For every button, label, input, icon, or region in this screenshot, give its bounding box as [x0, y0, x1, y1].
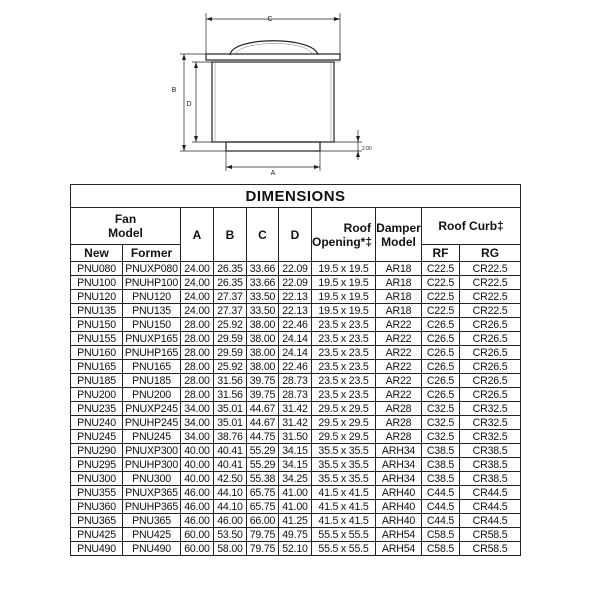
dim-d-arrow-bottom	[194, 136, 198, 142]
cell-roof-opening: 41.5 x 41.5	[312, 500, 376, 514]
table-row	[71, 318, 521, 332]
cell-damper-model: ARH40	[376, 486, 422, 500]
cell-dim-d: 31.42	[279, 402, 312, 416]
cell-roof-opening: 23.5 x 23.5	[312, 374, 376, 388]
cell-damper-model: AR22	[376, 332, 422, 346]
cell-damper-model: AR28	[376, 416, 422, 430]
cell-dim-a: 28.00	[181, 374, 214, 388]
table-row	[71, 528, 521, 542]
cell-dim-c: 44.67	[247, 416, 279, 430]
cell-curb-rg: CR22.5	[460, 276, 521, 290]
table-row	[71, 472, 521, 486]
cell-new-model: PNU150	[71, 318, 123, 332]
cell-new-model: PNU425	[71, 528, 123, 542]
cell-dim-a: 40.00	[181, 472, 214, 486]
cell-dim-c: 65.75	[247, 486, 279, 500]
table-row	[71, 360, 521, 374]
cell-curb-rg: CR38.5	[460, 444, 521, 458]
cell-former-model: PNU300	[123, 472, 181, 486]
cell-roof-opening: 23.5 x 23.5	[312, 360, 376, 374]
cell-roof-opening: 35.5 x 35.5	[312, 472, 376, 486]
table-row	[71, 500, 521, 514]
dim-a-arrow-right	[314, 165, 320, 169]
cell-damper-model: AR22	[376, 360, 422, 374]
cell-new-model: PNU290	[71, 444, 123, 458]
cell-curb-rg: CR22.5	[460, 290, 521, 304]
cell-roof-opening: 35.5 x 35.5	[312, 458, 376, 472]
cell-dim-c: 38.00	[247, 360, 279, 374]
cell-dim-a: 34.00	[181, 402, 214, 416]
cell-dim-c: 38.00	[247, 318, 279, 332]
dim-lip-arrow-bottom	[356, 151, 360, 157]
cell-former-model: PNU185	[123, 374, 181, 388]
cell-damper-model: AR18	[376, 262, 422, 276]
cell-damper-model: AR28	[376, 402, 422, 416]
cell-dim-b: 35.01	[214, 402, 247, 416]
cell-dim-c: 55.29	[247, 444, 279, 458]
cell-dim-b: 40.41	[214, 444, 247, 458]
cell-damper-model: AR22	[376, 388, 422, 402]
table-title: DIMENSIONS	[71, 185, 521, 208]
cell-former-model: PNUXP165	[123, 332, 181, 346]
cell-curb-rf: C22.5	[422, 262, 460, 276]
cell-new-model: PNU295	[71, 458, 123, 472]
cell-dim-b: 26.35	[214, 262, 247, 276]
cell-dim-c: 79.75	[247, 542, 279, 556]
cell-dim-a: 24.00	[181, 276, 214, 290]
cell-dim-d: 34.25	[279, 472, 312, 486]
cell-curb-rf: C26.5	[422, 374, 460, 388]
fan-dome-inner	[236, 44, 312, 55]
header-new: New	[71, 245, 123, 262]
cell-dim-d: 22.09	[279, 276, 312, 290]
cell-dim-d: 31.42	[279, 416, 312, 430]
cell-roof-opening: 19.5 x 19.5	[312, 304, 376, 318]
cell-dim-d: 49.75	[279, 528, 312, 542]
cell-dim-a: 28.00	[181, 332, 214, 346]
cell-former-model: PNUHP365	[123, 500, 181, 514]
cell-dim-b: 27.37	[214, 290, 247, 304]
cell-dim-a: 28.00	[181, 388, 214, 402]
cell-former-model: PNUHP245	[123, 416, 181, 430]
cell-dim-d: 41.25	[279, 514, 312, 528]
cell-curb-rf: C26.5	[422, 346, 460, 360]
cell-curb-rg: CR32.5	[460, 416, 521, 430]
dim-a-arrow-left	[226, 165, 232, 169]
cell-damper-model: ARH34	[376, 444, 422, 458]
table-row	[71, 332, 521, 346]
cell-roof-opening: 23.5 x 23.5	[312, 346, 376, 360]
dim-c-label: C	[267, 16, 273, 23]
cell-former-model: PNU150	[123, 318, 181, 332]
cell-dim-c: 44.67	[247, 402, 279, 416]
header-roof-curb: Roof Curb‡	[422, 208, 521, 245]
cell-dim-b: 53.50	[214, 528, 247, 542]
cell-dim-b: 25.92	[214, 318, 247, 332]
cell-curb-rf: C44.5	[422, 514, 460, 528]
dim-b-arrow-bottom	[182, 145, 186, 151]
cell-curb-rg: CR44.5	[460, 500, 521, 514]
cell-dim-d: 24.14	[279, 332, 312, 346]
cell-curb-rg: CR44.5	[460, 514, 521, 528]
cell-dim-b: 38.76	[214, 430, 247, 444]
cell-curb-rf: C58.5	[422, 528, 460, 542]
cell-dim-d: 22.13	[279, 304, 312, 318]
cell-dim-b: 42.50	[214, 472, 247, 486]
cell-dim-c: 33.66	[247, 276, 279, 290]
cell-damper-model: AR18	[376, 276, 422, 290]
cell-curb-rg: CR26.5	[460, 332, 521, 346]
dim-d-label: D	[186, 101, 192, 108]
cell-dim-a: 34.00	[181, 430, 214, 444]
cell-roof-opening: 41.5 x 41.5	[312, 486, 376, 500]
cell-dim-a: 34.00	[181, 416, 214, 430]
cell-roof-opening: 41.5 x 41.5	[312, 514, 376, 528]
cell-dim-d: 41.00	[279, 486, 312, 500]
table-row	[71, 290, 521, 304]
cell-dim-b: 40.41	[214, 458, 247, 472]
cell-new-model: PNU240	[71, 416, 123, 430]
cell-dim-d: 22.09	[279, 262, 312, 276]
cell-curb-rg: CR32.5	[460, 430, 521, 444]
cell-dim-d: 31.50	[279, 430, 312, 444]
cell-dim-c: 39.75	[247, 388, 279, 402]
cell-curb-rf: C26.5	[422, 360, 460, 374]
cell-roof-opening: 19.5 x 19.5	[312, 262, 376, 276]
cell-dim-a: 28.00	[181, 318, 214, 332]
cell-dim-d: 22.13	[279, 290, 312, 304]
cell-new-model: PNU235	[71, 402, 123, 416]
cell-former-model: PNU425	[123, 528, 181, 542]
header-fan-model: Fan Model	[71, 208, 181, 245]
cell-dim-b: 29.59	[214, 346, 247, 360]
cell-former-model: PNU165	[123, 360, 181, 374]
cell-dim-d: 34.15	[279, 458, 312, 472]
cell-dim-b: 44.10	[214, 486, 247, 500]
cell-new-model: PNU135	[71, 304, 123, 318]
cell-dim-c: 39.75	[247, 374, 279, 388]
table-body	[71, 262, 521, 556]
cell-damper-model: ARH40	[376, 500, 422, 514]
cell-curb-rf: C32.5	[422, 430, 460, 444]
table-row	[71, 402, 521, 416]
cell-dim-a: 46.00	[181, 500, 214, 514]
cell-damper-model: ARH40	[376, 514, 422, 528]
table-row	[71, 430, 521, 444]
cell-new-model: PNU200	[71, 388, 123, 402]
cell-new-model: PNU245	[71, 430, 123, 444]
cell-curb-rg: CR26.5	[460, 388, 521, 402]
cell-curb-rf: C26.5	[422, 332, 460, 346]
cell-dim-a: 28.00	[181, 360, 214, 374]
cell-damper-model: AR22	[376, 346, 422, 360]
cell-former-model: PNUHP100	[123, 276, 181, 290]
cell-curb-rf: C58.5	[422, 542, 460, 556]
header-c: C	[247, 208, 279, 262]
table-row	[71, 304, 521, 318]
cell-new-model: PNU160	[71, 346, 123, 360]
fan-body	[212, 62, 334, 142]
dim-lip-label: 2.00	[362, 146, 372, 152]
cell-curb-rg: CR26.5	[460, 374, 521, 388]
table-row	[71, 346, 521, 360]
cell-former-model: PNUHP300	[123, 458, 181, 472]
cell-dim-b: 25.92	[214, 360, 247, 374]
dim-a-label: A	[270, 170, 276, 177]
cell-curb-rg: CR58.5	[460, 542, 521, 556]
cell-dim-c: 55.29	[247, 458, 279, 472]
header-former: Former	[123, 245, 181, 262]
cell-curb-rf: C32.5	[422, 402, 460, 416]
cell-roof-opening: 29.5 x 29.5	[312, 430, 376, 444]
cell-curb-rf: C22.5	[422, 276, 460, 290]
table-row	[71, 388, 521, 402]
dim-c-arrow-right	[334, 17, 340, 21]
cell-roof-opening: 35.5 x 35.5	[312, 444, 376, 458]
cell-former-model: PNU365	[123, 514, 181, 528]
cell-roof-opening: 19.5 x 19.5	[312, 276, 376, 290]
cell-roof-opening: 19.5 x 19.5	[312, 290, 376, 304]
cell-roof-opening: 29.5 x 29.5	[312, 402, 376, 416]
cell-damper-model: ARH34	[376, 458, 422, 472]
cell-former-model: PNUXP300	[123, 444, 181, 458]
cell-dim-b: 31.56	[214, 388, 247, 402]
cell-curb-rg: CR58.5	[460, 528, 521, 542]
cell-dim-a: 46.00	[181, 514, 214, 528]
dimensions-table	[70, 184, 521, 556]
dim-d-arrow-top	[194, 62, 198, 68]
cell-dim-b: 35.01	[214, 416, 247, 430]
cell-dim-d: 52.10	[279, 542, 312, 556]
cell-dim-d: 24.14	[279, 346, 312, 360]
cell-curb-rf: C38.5	[422, 472, 460, 486]
cell-dim-b: 27.37	[214, 304, 247, 318]
cell-curb-rf: C22.5	[422, 304, 460, 318]
header-rg: RG	[460, 245, 521, 262]
cell-new-model: PNU155	[71, 332, 123, 346]
cell-curb-rf: C38.5	[422, 458, 460, 472]
cell-former-model: PNU245	[123, 430, 181, 444]
header-rf: RF	[422, 245, 460, 262]
table-row	[71, 416, 521, 430]
cell-roof-opening: 23.5 x 23.5	[312, 388, 376, 402]
cell-curb-rg: CR44.5	[460, 486, 521, 500]
header-d: D	[279, 208, 312, 262]
cell-damper-model: AR22	[376, 318, 422, 332]
cell-curb-rg: CR32.5	[460, 402, 521, 416]
dim-b-label: B	[171, 87, 177, 94]
cell-new-model: PNU080	[71, 262, 123, 276]
cell-former-model: PNUHP165	[123, 346, 181, 360]
cell-dim-b: 29.59	[214, 332, 247, 346]
cell-dim-d: 22.46	[279, 318, 312, 332]
fan-base	[226, 142, 320, 151]
cell-dim-c: 55.38	[247, 472, 279, 486]
dim-b-arrow-top	[182, 54, 186, 60]
header-b: B	[214, 208, 247, 262]
cell-dim-a: 60.00	[181, 528, 214, 542]
cell-curb-rf: C22.5	[422, 290, 460, 304]
cell-new-model: PNU100	[71, 276, 123, 290]
cell-curb-rf: C26.5	[422, 388, 460, 402]
cell-dim-c: 33.50	[247, 304, 279, 318]
header-damper-model: Damper Model	[376, 208, 422, 262]
cell-dim-b: 31.56	[214, 374, 247, 388]
table-row	[71, 542, 521, 556]
cell-curb-rf: C44.5	[422, 500, 460, 514]
cell-new-model: PNU185	[71, 374, 123, 388]
cell-curb-rf: C44.5	[422, 486, 460, 500]
cell-dim-c: 44.75	[247, 430, 279, 444]
cell-curb-rg: CR22.5	[460, 304, 521, 318]
header-a: A	[181, 208, 214, 262]
cell-curb-rf: C26.5	[422, 318, 460, 332]
cell-dim-a: 28.00	[181, 346, 214, 360]
cell-former-model: PNUXP365	[123, 486, 181, 500]
fan-dimension-drawing	[0, 0, 590, 180]
dim-lip-arrow-top	[356, 136, 360, 142]
cell-former-model: PNU200	[123, 388, 181, 402]
cell-dim-a: 24.00	[181, 290, 214, 304]
cell-new-model: PNU165	[71, 360, 123, 374]
cell-dim-b: 44.10	[214, 500, 247, 514]
cell-dim-a: 40.00	[181, 458, 214, 472]
table-row	[71, 458, 521, 472]
cell-curb-rf: C32.5	[422, 416, 460, 430]
cell-curb-rf: C38.5	[422, 444, 460, 458]
cell-damper-model: ARH54	[376, 542, 422, 556]
cell-dim-d: 41.00	[279, 500, 312, 514]
cell-roof-opening: 55.5 x 55.5	[312, 528, 376, 542]
table-row	[71, 444, 521, 458]
cell-curb-rg: CR22.5	[460, 262, 521, 276]
cell-new-model: PNU120	[71, 290, 123, 304]
cell-new-model: PNU490	[71, 542, 123, 556]
cell-damper-model: AR18	[376, 290, 422, 304]
cell-dim-d: 28.73	[279, 374, 312, 388]
cell-roof-opening: 23.5 x 23.5	[312, 318, 376, 332]
dim-c-arrow-left	[206, 17, 212, 21]
cell-roof-opening: 55.5 x 55.5	[312, 542, 376, 556]
cell-dim-a: 24.00	[181, 304, 214, 318]
cell-dim-c: 38.00	[247, 346, 279, 360]
cell-dim-a: 24.00	[181, 262, 214, 276]
cell-new-model: PNU360	[71, 500, 123, 514]
cell-former-model: PNU120	[123, 290, 181, 304]
table-row	[71, 262, 521, 276]
cell-damper-model: AR28	[376, 430, 422, 444]
cell-dim-b: 46.00	[214, 514, 247, 528]
cell-dim-a: 46.00	[181, 486, 214, 500]
cell-damper-model: ARH54	[376, 528, 422, 542]
table-row	[71, 276, 521, 290]
cell-dim-c: 38.00	[247, 332, 279, 346]
fan-top-plate	[206, 54, 340, 60]
cell-dim-d: 22.46	[279, 360, 312, 374]
cell-dim-c: 66.00	[247, 514, 279, 528]
cell-curb-rg: CR26.5	[460, 346, 521, 360]
cell-curb-rg: CR26.5	[460, 360, 521, 374]
cell-damper-model: AR18	[376, 304, 422, 318]
cell-curb-rg: CR38.5	[460, 458, 521, 472]
cell-dim-c: 33.50	[247, 290, 279, 304]
cell-dim-b: 26.35	[214, 276, 247, 290]
table-row	[71, 486, 521, 500]
cell-former-model: PNUXP245	[123, 402, 181, 416]
cell-dim-c: 79.75	[247, 528, 279, 542]
cell-roof-opening: 23.5 x 23.5	[312, 332, 376, 346]
cell-new-model: PNU355	[71, 486, 123, 500]
cell-dim-c: 65.75	[247, 500, 279, 514]
cell-damper-model: AR22	[376, 374, 422, 388]
cell-dim-b: 58.00	[214, 542, 247, 556]
cell-new-model: PNU365	[71, 514, 123, 528]
cell-dim-a: 40.00	[181, 444, 214, 458]
cell-curb-rg: CR38.5	[460, 472, 521, 486]
cell-dim-c: 33.66	[247, 262, 279, 276]
cell-former-model: PNU490	[123, 542, 181, 556]
header-roof-opening: Roof Opening*‡	[312, 208, 376, 262]
table-row	[71, 514, 521, 528]
cell-former-model: PNUXP080	[123, 262, 181, 276]
cell-roof-opening: 29.5 x 29.5	[312, 416, 376, 430]
cell-dim-d: 28.73	[279, 388, 312, 402]
cell-curb-rg: CR26.5	[460, 318, 521, 332]
cell-dim-a: 60.00	[181, 542, 214, 556]
table-row	[71, 374, 521, 388]
cell-former-model: PNU135	[123, 304, 181, 318]
cell-dim-d: 34.15	[279, 444, 312, 458]
cell-new-model: PNU300	[71, 472, 123, 486]
cell-damper-model: ARH34	[376, 472, 422, 486]
